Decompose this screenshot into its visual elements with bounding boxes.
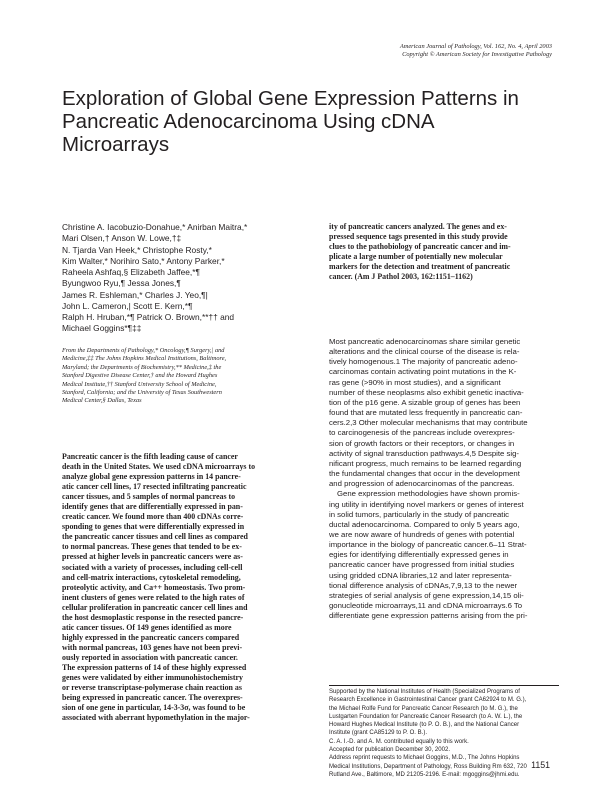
author-line: Christine A. Iacobuzio-Donahue,* Anirban Maitra,* xyxy=(62,222,248,232)
abstract-line: Pancreatic cancer is the fifth leading cause of cancer xyxy=(62,452,238,461)
affiliation-line: Stanford, California; and the University of Texas Southwestern xyxy=(62,389,222,397)
abstract-line: plicate a large number of potentially new molecular xyxy=(329,252,503,262)
journal-header xyxy=(290,43,552,60)
title-line: Exploration of Global Gene Expression Patterns in xyxy=(62,87,519,110)
abstract-line: identify genes that are differentially expressed in pan- xyxy=(62,502,243,512)
author-line: N. Tjarda Van Heek,* Christophe Rosty,* xyxy=(62,244,212,255)
journal-citation: American Journal of Pathology, Vol. 162, No. 4, April 2003 xyxy=(399,43,552,50)
abstract-left-column xyxy=(62,452,314,723)
body-line: number of these neoplasms also exhibit genetic inactiva- xyxy=(329,387,524,397)
body-line: to carcinogenesis of the pancreas include overexpres- xyxy=(329,428,515,438)
footnote-line: Howard Hughes Medical Institute (to P. O. B.), and the National Cancer xyxy=(329,722,520,729)
abstract-line: and cell-matrix interactions, cytoskeletal remodeling, xyxy=(62,572,241,582)
abstract-line: proteolytic activity, and Ca++ homeostasis. Two prom- xyxy=(62,582,246,592)
journal-copyright: Copyright © American Society for Investigative Pathology xyxy=(402,51,552,59)
page-number: 1151 xyxy=(531,760,550,770)
author-line: Raheela Ashfaq,§ Elizabeth Jaffee,*¶ xyxy=(62,267,200,277)
body-line: ductal adenocarcinoma. Compared to only 5 years ago, xyxy=(329,519,520,529)
affiliation-line: Maryland; the Departments of Biochemistry,** Medicine,‡ the xyxy=(62,363,222,371)
body-line: tively homogenous.1 The majority of pancreatic adeno- xyxy=(329,357,518,367)
author-line: Mari Olsen,† Anson W. Lowe,†‡ xyxy=(62,233,182,244)
footnote-line: Medical Institutions, Department of Pathology, Ross Building Rm 632, 720 xyxy=(329,763,527,770)
affiliation-line: Medical Center,§ Dallas, Texas xyxy=(62,397,142,405)
article-title xyxy=(62,87,532,156)
body-line: ing utility in identifying novel markers or genes of interest xyxy=(329,499,524,509)
author-line: Ralph H. Hruban,*¶ Patrick O. Brown,**†† and xyxy=(62,312,235,322)
affiliation-line: Medical Institute,†† Stanford University School of Medicine, xyxy=(62,380,217,388)
body-line: carcinomas contain activating point mutations in the K- xyxy=(329,367,517,377)
body-line: activity of signal transduction pathways.4,5 Despite sig- xyxy=(329,448,519,458)
body-line: pancreatic cancer have progressed from initial studies xyxy=(329,560,515,570)
body-line: found that are mutated less frequently in pancreatic can- xyxy=(329,408,523,418)
author-line: John L. Cameron,| Scott E. Kern,*¶ xyxy=(62,300,193,311)
abstract-line: with normal pancreas, 103 genes have not been previ- xyxy=(62,642,243,652)
affiliations xyxy=(62,347,314,406)
body-line: and progression of adenocarcinomas of the pancreas. xyxy=(329,479,515,489)
abstract-line: to normal pancreas. These genes that tended to be ex- xyxy=(62,542,242,552)
abstract-line: markers for the detection and treatment of pancreatic xyxy=(329,262,511,272)
affiliation-line: Stanford Digestive Disease Center,† and the Howard Hughes xyxy=(62,372,218,380)
abstract-line: sponding to genes that were differentially expressed in xyxy=(62,522,245,532)
body-line: using gridded cDNA libraries,12 and later representa- xyxy=(329,570,512,580)
abstract-line: sociated with a variety of processes, including cell-cell xyxy=(62,562,243,572)
footnote-line: Institute (grant CA85129 to P. O. B.). xyxy=(329,730,428,737)
abstract-line: death in the United States. We used cDNA microarrays to xyxy=(62,462,256,472)
abstract-line: or reverse transcriptase-polymerase chain reaction as xyxy=(62,683,242,693)
body-line: tion of the p16 gene. A sizable group of genes has been xyxy=(329,397,521,407)
abstract-line: cancer tissues, and 5 samples of normal pancreas to xyxy=(62,492,236,502)
abstract-line: atic cancer tissues. Of 149 genes identified as more xyxy=(62,622,232,632)
footnote-line: Rutland Ave., Baltimore, MD 21205-2196. E-mail: mgoggins@jhmi.edu. xyxy=(329,771,520,778)
body-line: Gene expression methodologies have shown promis- xyxy=(337,489,520,499)
affiliation-line: Medicine,‡‡ The Johns Hopkins Medical Institutions, Baltimore, xyxy=(62,355,227,363)
body-text xyxy=(329,337,559,621)
abstract-line: analyze global gene expression patterns in 14 pancre- xyxy=(62,472,241,482)
abstract-line: genes were validated by either immunohistochemistry xyxy=(62,673,243,683)
footnote-line: the Michael Rolfe Fund for Pancreatic Cancer Research (to M. G.), the xyxy=(329,705,518,712)
affiliation-line: From the Departments of Pathology,* Oncology,¶ Surgery,| and xyxy=(62,347,225,354)
footnote-divider xyxy=(329,685,559,686)
body-line: the fundamental changes that occur in the development xyxy=(329,469,520,479)
body-line: Most pancreatic adenocarcinomas share similar genetic xyxy=(329,337,521,346)
footnote-line: C. A. I.-D. and A. M. contributed equally to this work. xyxy=(329,738,469,745)
footnote-line: Accepted for publication December 30, 2002. xyxy=(329,747,451,754)
abstract-line: the pancreatic cancer tissues and cell lines as compared xyxy=(62,532,248,542)
body-line: egies for identifying differentially expressed genes in xyxy=(329,550,509,560)
abstract-line: inent clusters of genes were related to the high rates of xyxy=(62,592,245,602)
body-line: in solid tumors, particularly in the study of pancreatic xyxy=(329,509,510,519)
abstract-line: cellular proliferation in pancreatic cancer cell lines and xyxy=(62,602,248,612)
abstract-line: The expression patterns of 14 of these highly expressed xyxy=(62,662,247,672)
abstract-line: ity of pancreatic cancers analyzed. The genes and ex- xyxy=(329,222,507,231)
body-line: we are now aware of hundreds of genes with potential xyxy=(329,529,515,539)
footnote-line: Lustgarten Foundation for Pancreatic Cancer Research (to A. W. L.), the xyxy=(329,713,523,720)
abstract-line: clues to the pathobiology of pancreatic cancer and im- xyxy=(329,242,511,252)
abstract-line: pressed sequence tags presented in this study provide xyxy=(329,232,508,242)
author-line: Michael Goggins*¶‡‡ xyxy=(62,323,142,334)
abstract-line: pressed at higher levels in pancreatic cancers were as- xyxy=(62,552,243,562)
body-line: alterations and the clinical course of the disease is rela- xyxy=(329,347,520,357)
body-line: strategies of serial analysis of gene expression,14,15 oli- xyxy=(329,590,524,600)
author-line: Byungwoo Ryu,¶ Jessa Jones,¶ xyxy=(62,278,181,289)
body-line: gonucleotide microarrays,11 and cDNA microarrays.6 To xyxy=(329,601,523,611)
abstract-line: associated with aberrant hypomethylation in the major- xyxy=(62,713,250,723)
abstract-line: ously reported in association with pancreatic cancer. xyxy=(62,652,238,662)
abstract-right-column xyxy=(329,222,559,282)
abstract-line: cancer. (Am J Pathol 2003, 162:1151–1162) xyxy=(329,272,473,282)
abstract-line: being expressed in pancreatic cancer. The overexpres- xyxy=(62,693,243,703)
abstract-line: sion of one gene in particular, 14-3-3σ, was found to be xyxy=(62,703,246,713)
abstract-line: creatic cancer. We found more than 400 cDNAs corre- xyxy=(62,512,244,522)
abstract-line: atic cancer cell lines, 17 resected infiltrating pancreatic xyxy=(62,482,247,492)
body-line: sion of growth factors or their receptors, or changes in xyxy=(329,438,515,448)
body-line: ras gene (>90% in most studies), and a significant xyxy=(329,377,501,387)
title-line: Microarrays xyxy=(62,133,170,156)
author-list xyxy=(62,222,314,335)
footnote-line: Address reprint requests to Michael Goggins, M.D., The Johns Hopkins xyxy=(329,755,520,762)
author-line: Kim Walter,* Norihiro Sato,* Antony Parker,* xyxy=(62,255,225,266)
body-line: nificant progress, much remains to be learned regarding xyxy=(329,458,522,468)
footnote-line: Supported by the National Institutes of Health (Specialized Programs of xyxy=(329,689,520,695)
body-line: differentiate gene expression patterns arising from the pri- xyxy=(329,611,528,621)
abstract-line: highly expressed in the pancreatic cancers compared xyxy=(62,632,240,642)
body-line: importance in the biology of pancreatic cancer.6–11 Strat- xyxy=(329,540,527,550)
footnote-line: Research Excellence in Gastrointestinal Cancer grant CA62924 to M. G.), xyxy=(329,697,527,704)
author-line: James R. Eshleman,* Charles J. Yeo,¶| xyxy=(62,289,208,300)
abstract-line: the host desmoplastic response in the resected pancre- xyxy=(62,612,244,622)
body-line: cers.2,3 Other molecular mechanisms that may contribute xyxy=(329,418,528,428)
title-line: Pancreatic Adenocarcinoma Using cDNA xyxy=(62,110,435,133)
body-line: tional difference analysis of cDNAs,7,9,13 to the newer xyxy=(329,580,518,590)
